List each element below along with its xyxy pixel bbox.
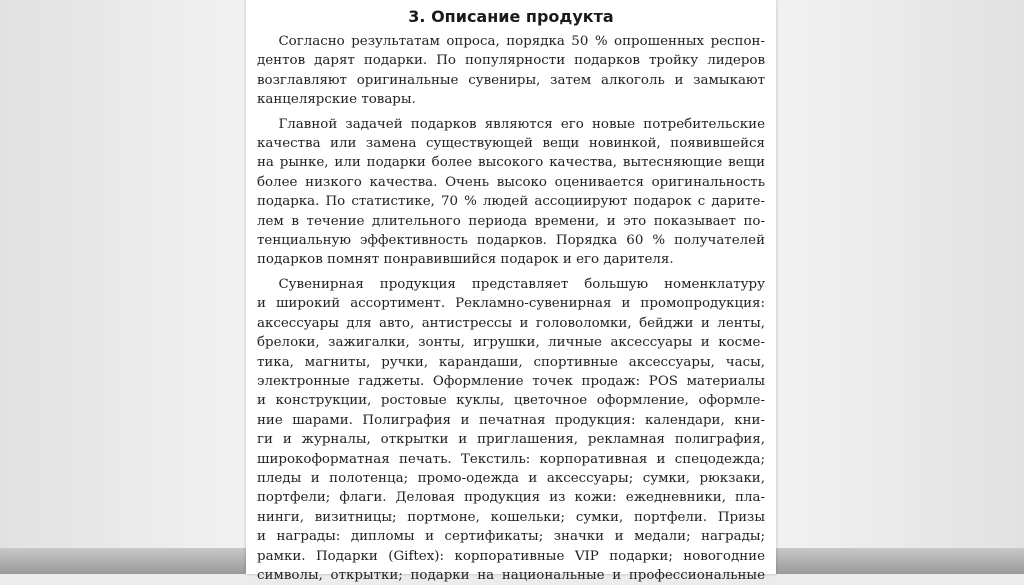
text-line: канцелярские товары. <box>257 92 416 108</box>
text-line: аксессуары для авто, антистрессы и головоломки, бейджи и ленты, <box>257 315 765 331</box>
text-line: подарка. По статистике, 70 % людей ассоциируют подарок с дарите- <box>257 194 765 210</box>
text-line: ги и журналы, открытки и приглашения, рекламная полиграфия, <box>257 432 765 448</box>
text-line: Главной задачей подарков являются его новые потребительские <box>278 116 765 132</box>
text-line: подарков помнят понравившийся подарок и его дарителя. <box>257 252 674 268</box>
text-line: дентов дарят подарки. По популярности подарков тройку лидеров <box>257 53 765 69</box>
text-line: нинги, визитницы; портмоне, кошельки; сумки, портфели. Призы <box>257 509 765 525</box>
text-line: брелоки, зажигалки, зонты, игрушки, личные аксессуары и космe- <box>257 335 765 351</box>
text-line: и конструкции, ростовые куклы, цветочное оформление, оформле- <box>257 393 765 409</box>
text-line: электронные гаджеты. Оформление точек продаж: POS материалы <box>257 373 765 389</box>
text-line: символы, открытки; подарки на национальные и профессиональные <box>257 567 765 583</box>
text-line: ние шарами. Полиграфия и печатная продукция: календари, кни- <box>257 412 765 428</box>
text-line: Сувенирная продукция представляет большую номенклатуру <box>278 276 765 292</box>
text-line: на рынке, или подарки более высокого качества, вытесняющие вещи <box>257 155 765 171</box>
text-line: рамки. Подарки (Giftex): корпоративные VIP подарки; новогодние <box>257 548 765 564</box>
body-text <box>257 32 765 585</box>
text-line: широкоформатная печать. Текстиль: корпоративная и спецодежда; <box>257 451 765 467</box>
text-line: тенциальную эффективность подарков. Порядка 60 % получателей <box>257 233 765 249</box>
text-line: и награды: дипломы и сертификаты; значки и медали; награды; <box>257 529 765 545</box>
paragraph-2 <box>257 115 765 270</box>
text-line: тика, магниты, ручки, карандаши, спортивные аксессуары, часы, <box>257 354 765 370</box>
paragraph-3 <box>257 275 765 585</box>
text-line: портфели; флаги. Деловая продукция из кожи: ежедневники, пла- <box>257 490 765 506</box>
text-line: возглавляют оригинальные сувениры, затем алкоголь и замыкают <box>257 72 765 88</box>
section-heading: 3. Описание продукта <box>408 7 614 26</box>
paragraph-1 <box>257 32 765 110</box>
document-page <box>246 0 776 583</box>
text-line: более низкого качества. Очень высоко оценивается оригинальность <box>257 174 765 190</box>
text-line: качества или замена существующей вещи новинкой, появившейся <box>257 136 765 152</box>
text-line: лем в течение длительного периода времени, и это показывает по- <box>257 213 765 229</box>
text-line: Согласно результатам опроса, порядка 50 % опрошенных респон- <box>278 34 765 49</box>
text-line: пледы и полотенца; промо-одежда и аксессуары; сумки, рюкзаки, <box>257 470 765 486</box>
text-line: и широкий ассортимент. Рекламно-сувенирная и промопродукция: <box>257 296 765 312</box>
